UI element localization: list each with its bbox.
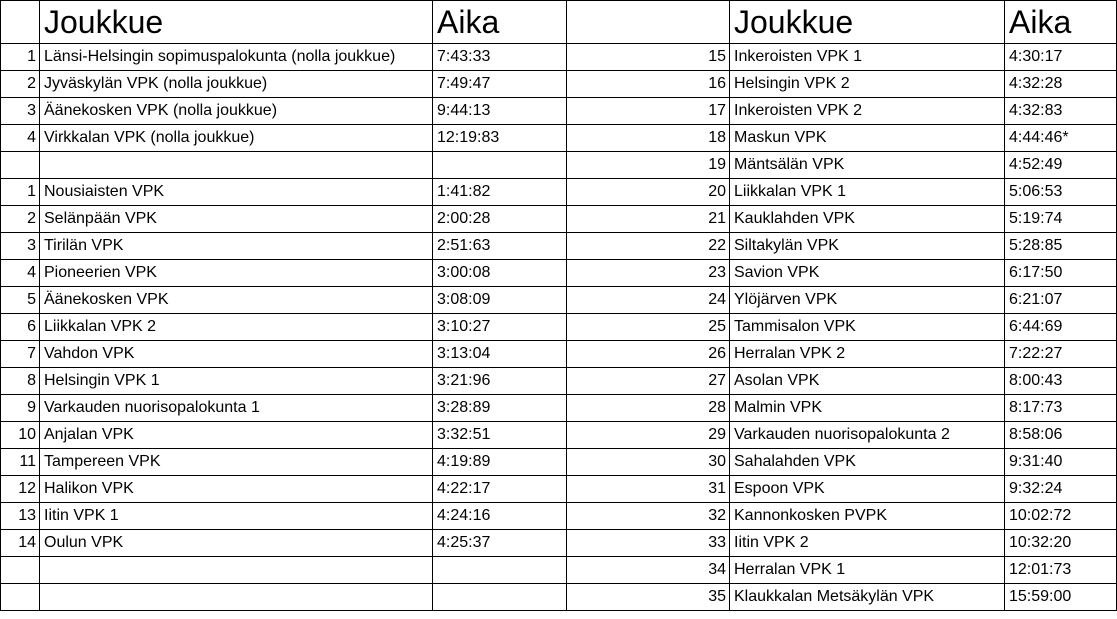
team-right: Savion VPK (730, 260, 1005, 287)
rank-right: 24 (567, 287, 730, 314)
team-right: Siltakylän VPK (730, 233, 1005, 260)
table-row (1, 152, 1117, 179)
time-right: 12:01:73 (1005, 557, 1117, 584)
table-row (1, 368, 1117, 395)
rank-left: 9 (1, 395, 40, 422)
team-right: Malmin VPK (730, 395, 1005, 422)
rank-left: 4 (1, 260, 40, 287)
table-row (1, 71, 1117, 98)
rank-right: 22 (567, 233, 730, 260)
rank-right: 23 (567, 260, 730, 287)
rank-right: 33 (567, 530, 730, 557)
rank-right: 34 (567, 557, 730, 584)
time-right: 8:00:43 (1005, 368, 1117, 395)
table-row (1, 233, 1117, 260)
time-right: 9:32:24 (1005, 476, 1117, 503)
team-left: Halikon VPK (40, 476, 433, 503)
time-right: 8:58:06 (1005, 422, 1117, 449)
rank-left: 2 (1, 71, 40, 98)
team-left: Selänpään VPK (40, 206, 433, 233)
header-number-cell-right (567, 1, 730, 44)
rank-left: 3 (1, 233, 40, 260)
time-left: 4:24:16 (433, 503, 567, 530)
header-row (1, 1, 1117, 44)
team-left: Helsingin VPK 1 (40, 368, 433, 395)
team-right: Iitin VPK 2 (730, 530, 1005, 557)
team-left: Anjalan VPK (40, 422, 433, 449)
rank-left: 4 (1, 125, 40, 152)
team-left: Tirilän VPK (40, 233, 433, 260)
table-row (1, 98, 1117, 125)
time-left (433, 557, 567, 584)
team-left: Virkkalan VPK (nolla joukkue) (40, 125, 433, 152)
time-right: 8:17:73 (1005, 395, 1117, 422)
team-left: Jyväskylän VPK (nolla joukkue) (40, 71, 433, 98)
time-right: 6:44:69 (1005, 314, 1117, 341)
header-time-left: Aika (433, 1, 567, 44)
rank-left: 3 (1, 98, 40, 125)
team-right: Tammisalon VPK (730, 314, 1005, 341)
table-row (1, 395, 1117, 422)
time-left (433, 152, 567, 179)
time-right: 4:32:28 (1005, 71, 1117, 98)
rank-right: 29 (567, 422, 730, 449)
team-left: Varkauden nuorisopalokunta 1 (40, 395, 433, 422)
rank-right: 31 (567, 476, 730, 503)
table-row (1, 476, 1117, 503)
time-left: 3:08:09 (433, 287, 567, 314)
rank-right: 25 (567, 314, 730, 341)
team-left (40, 584, 433, 611)
rank-left (1, 584, 40, 611)
time-right: 5:28:85 (1005, 233, 1117, 260)
table-row (1, 422, 1117, 449)
time-right: 10:02:72 (1005, 503, 1117, 530)
rank-right: 28 (567, 395, 730, 422)
time-left: 3:28:89 (433, 395, 567, 422)
time-right: 6:21:07 (1005, 287, 1117, 314)
time-right: 10:32:20 (1005, 530, 1117, 557)
time-right: 4:32:83 (1005, 98, 1117, 125)
time-left: 1:41:82 (433, 179, 567, 206)
time-left: 4:22:17 (433, 476, 567, 503)
rank-left: 10 (1, 422, 40, 449)
team-left: Nousiaisten VPK (40, 179, 433, 206)
team-right: Herralan VPK 2 (730, 341, 1005, 368)
time-left: 3:10:27 (433, 314, 567, 341)
team-right: Kauklahden VPK (730, 206, 1005, 233)
rank-left (1, 557, 40, 584)
team-right: Kannonkosken PVPK (730, 503, 1005, 530)
team-left: Tampereen VPK (40, 449, 433, 476)
team-right: Espoon VPK (730, 476, 1005, 503)
header-number-cell-left (1, 1, 40, 44)
team-right: Ylöjärven VPK (730, 287, 1005, 314)
time-left: 7:43:33 (433, 44, 567, 71)
team-right: Varkauden nuorisopalokunta 2 (730, 422, 1005, 449)
rank-right: 18 (567, 125, 730, 152)
time-right: 6:17:50 (1005, 260, 1117, 287)
time-left: 12:19:83 (433, 125, 567, 152)
time-left: 2:00:28 (433, 206, 567, 233)
team-right: Helsingin VPK 2 (730, 71, 1005, 98)
rank-right: 19 (567, 152, 730, 179)
rank-left: 11 (1, 449, 40, 476)
time-left: 3:32:51 (433, 422, 567, 449)
rank-left (1, 152, 40, 179)
team-left (40, 557, 433, 584)
table-row (1, 449, 1117, 476)
table-row (1, 125, 1117, 152)
rank-right: 17 (567, 98, 730, 125)
team-left: Äänekosken VPK (nolla joukkue) (40, 98, 433, 125)
table-row (1, 530, 1117, 557)
table-row (1, 557, 1117, 584)
rank-right: 20 (567, 179, 730, 206)
rank-left: 2 (1, 206, 40, 233)
rank-right: 27 (567, 368, 730, 395)
time-right: 9:31:40 (1005, 449, 1117, 476)
rank-left: 6 (1, 314, 40, 341)
time-left: 3:21:96 (433, 368, 567, 395)
time-left: 3:00:08 (433, 260, 567, 287)
rank-left: 12 (1, 476, 40, 503)
rank-right: 35 (567, 584, 730, 611)
team-right: Inkeroisten VPK 2 (730, 98, 1005, 125)
time-left: 4:19:89 (433, 449, 567, 476)
rank-left: 13 (1, 503, 40, 530)
team-right: Mäntsälän VPK (730, 152, 1005, 179)
table-row (1, 44, 1117, 71)
rank-right: 21 (567, 206, 730, 233)
time-right: 5:19:74 (1005, 206, 1117, 233)
table-row (1, 584, 1117, 611)
team-right: Liikkalan VPK 1 (730, 179, 1005, 206)
time-right: 5:06:53 (1005, 179, 1117, 206)
time-right: 4:52:49 (1005, 152, 1117, 179)
team-left: Vahdon VPK (40, 341, 433, 368)
rank-right: 30 (567, 449, 730, 476)
table-row (1, 341, 1117, 368)
table-row (1, 314, 1117, 341)
time-left: 2:51:63 (433, 233, 567, 260)
table-row (1, 179, 1117, 206)
rank-left: 7 (1, 341, 40, 368)
rank-right: 32 (567, 503, 730, 530)
team-right: Sahalahden VPK (730, 449, 1005, 476)
table-row (1, 260, 1117, 287)
team-left: Liikkalan VPK 2 (40, 314, 433, 341)
team-right: Klaukkalan Metsäkylän VPK (730, 584, 1005, 611)
team-right: Inkeroisten VPK 1 (730, 44, 1005, 71)
rank-left: 8 (1, 368, 40, 395)
time-left: 4:25:37 (433, 530, 567, 557)
time-right: 7:22:27 (1005, 341, 1117, 368)
rank-left: 5 (1, 287, 40, 314)
rank-right: 26 (567, 341, 730, 368)
team-right: Asolan VPK (730, 368, 1005, 395)
time-left: 7:49:47 (433, 71, 567, 98)
rank-right: 16 (567, 71, 730, 98)
time-left: 9:44:13 (433, 98, 567, 125)
time-right: 15:59:00 (1005, 584, 1117, 611)
time-right: 4:44:46* (1005, 125, 1117, 152)
rank-left: 1 (1, 179, 40, 206)
table-row (1, 287, 1117, 314)
team-left: Äänekosken VPK (40, 287, 433, 314)
team-right: Maskun VPK (730, 125, 1005, 152)
team-left: Iitin VPK 1 (40, 503, 433, 530)
header-time-right: Aika (1005, 1, 1117, 44)
team-left (40, 152, 433, 179)
rank-left: 14 (1, 530, 40, 557)
time-left: 3:13:04 (433, 341, 567, 368)
table-row (1, 206, 1117, 233)
team-left: Oulun VPK (40, 530, 433, 557)
team-right: Herralan VPK 1 (730, 557, 1005, 584)
rank-right: 15 (567, 44, 730, 71)
header-team-left: Joukkue (40, 1, 433, 44)
team-left: Pioneerien VPK (40, 260, 433, 287)
rank-left: 1 (1, 44, 40, 71)
table-row (1, 503, 1117, 530)
time-right: 4:30:17 (1005, 44, 1117, 71)
time-left (433, 584, 567, 611)
header-team-right: Joukkue (730, 1, 1005, 44)
team-left: Länsi-Helsingin sopimuspalokunta (nolla joukkue) (40, 44, 433, 71)
